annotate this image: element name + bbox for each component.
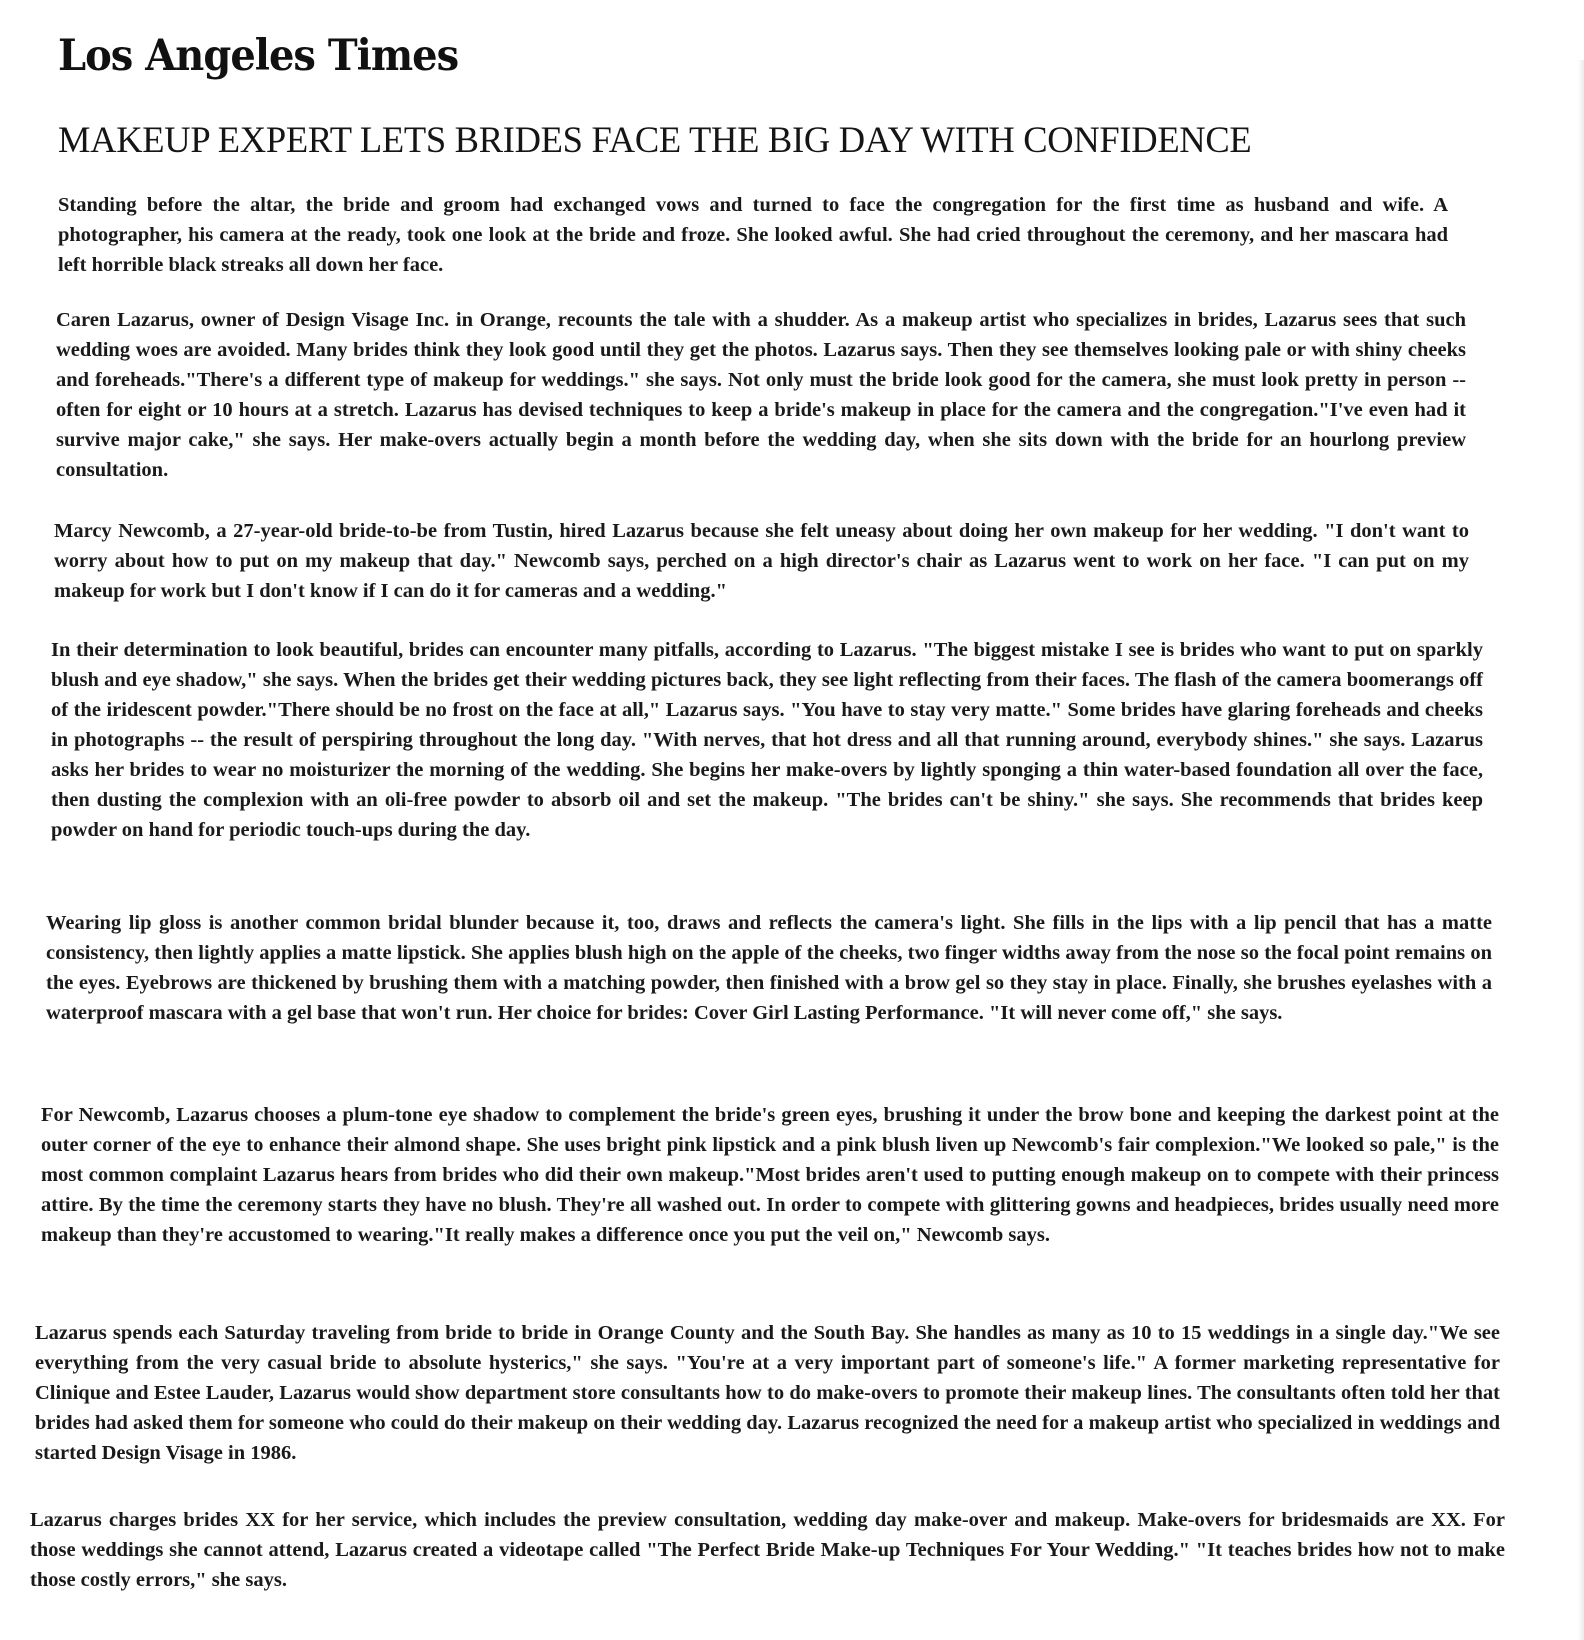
article-paragraph: Standing before the altar, the bride and groom had exchanged vows and turned to face the congregation for the first time as husband and wife. A photographer, his camera at the ready, took one look at the bride and froze. She looked awful. She had cried throughout the ceremony, and her mascara had left horrible black streaks all down her face.	[58, 194, 1448, 276]
article-paragraph: Caren Lazarus, owner of Design Visage Inc. in Orange, recounts the tale with a shudder. As a makeup artist who specializes in brides, Lazarus sees that such wedding woes are avoided. Many brides think they look good until they get the photos. Lazarus says. Then they see themselves looking pale or with shiny cheeks and foreheads."There's a different type of makeup for weddings." she says. Not only must the bride look good for the camera, she must look pretty in person -- often for eight or 10 hours at a stretch. Lazarus has devised techniques to keep a bride's makeup in place for the camera and the congregation."I've even had it survive major cake," she says. Her make-overs actually begin a month before the wedding day, when she sits down with the bride for an hourlong preview consultation.	[56, 309, 1466, 481]
newspaper-masthead: Los Angeles Times	[58, 30, 459, 81]
scan-edge-shadow	[1578, 60, 1584, 1640]
article-headline: MAKEUP EXPERT LETS BRIDES FACE THE BIG DAY WITH CONFIDENCE	[58, 119, 1252, 160]
article-paragraph: Wearing lip gloss is another common bridal blunder because it, too, draws and reflects the camera's light. She fills in the lips with a lip pencil that has a matte consistency, then lightly applies a matte lipstick. She applies blush high on the apple of the cheeks, two finger widths away from the nose so the focal point remains on the eyes. Eyebrows are thickened by brushing them with a matching powder, then finished with a brow gel so they stay in place. Finally, she brushes eyelashes with a waterproof mascara with a gel base that won't run. Her choice for brides: Cover Girl Lasting Performance. "It will never come off," she says.	[46, 912, 1492, 1024]
article-paragraph: For Newcomb, Lazarus chooses a plum-tone eye shadow to complement the bride's green eyes, brushing it under the brow bone and keeping the darkest point at the outer corner of the eye to enhance their almond shape. She uses bright pink lipstick and a pink blush liven up Newcomb's fair complexion."We looked so pale," is the most common complaint Lazarus hears from brides who did their own makeup."Most brides aren't used to putting enough makeup on to compete with their princess attire. By the time the ceremony starts they have no blush. They're all washed out. In order to compete with glittering gowns and headpieces, brides usually need more makeup than they're accustomed to wearing."It really makes a difference once you put the veil on," Newcomb says.	[41, 1104, 1499, 1246]
article-paragraph: In their determination to look beautiful, brides can encounter many pitfalls, according to Lazarus. "The biggest mistake I see is brides who want to put on sparkly blush and eye shadow," she says. When the brides get their wedding pictures back, they see light reflecting from their faces. The flash of the camera boomerangs off of the iridescent powder."There should be no frost on the face at all," Lazarus says. "You have to stay very matte." Some brides have glaring foreheads and cheeks in photographs -- the result of perspiring throughout the long day. "With nerves, that hot dress and all that running around, everybody shines." she says. Lazarus asks her brides to wear no moisturizer the morning of the wedding. She begins her make-overs by lightly sponging a thin water-based foundation all over the face, then dusting the complexion with an oli-free powder to absorb oil and set the makeup. "The brides can't be shiny." she says. She recommends that brides keep powder on hand for periodic touch-ups during the day.	[51, 639, 1483, 841]
article-paragraph: Marcy Newcomb, a 27-year-old bride-to-be from Tustin, hired Lazarus because she felt uneasy about doing her own makeup for her wedding. "I don't want to worry about how to put on my makeup that day." Newcomb says, perched on a high director's chair as Lazarus went to work on her face. "I can put on my makeup for work but I don't know if I can do it for cameras and a wedding."	[54, 520, 1469, 602]
article-paragraph: Lazarus charges brides XX for her service, which includes the preview consultation, wedding day make-over and makeup. Make-overs for bridesmaids are XX. For those weddings she cannot attend, Lazarus created a videotape called "The Perfect Bride Make-up Techniques For Your Wedding." "It teaches brides how not to make those costly errors," she says.	[30, 1509, 1505, 1591]
article-paragraph: Lazarus spends each Saturday traveling from bride to bride in Orange County and the South Bay. She handles as many as 10 to 15 weddings in a single day."We see everything from the very casual bride to absolute hysterics," she says. "You're at a very important part of someone's life." A former marketing representative for Clinique and Estee Lauder, Lazarus would show department store consultants how to do make-overs to promote their makeup lines. The consultants often told her that brides had asked them for someone who could do their makeup on their wedding day. Lazarus recognized the need for a makeup artist who specialized in weddings and started Design Visage in 1986.	[35, 1322, 1500, 1464]
